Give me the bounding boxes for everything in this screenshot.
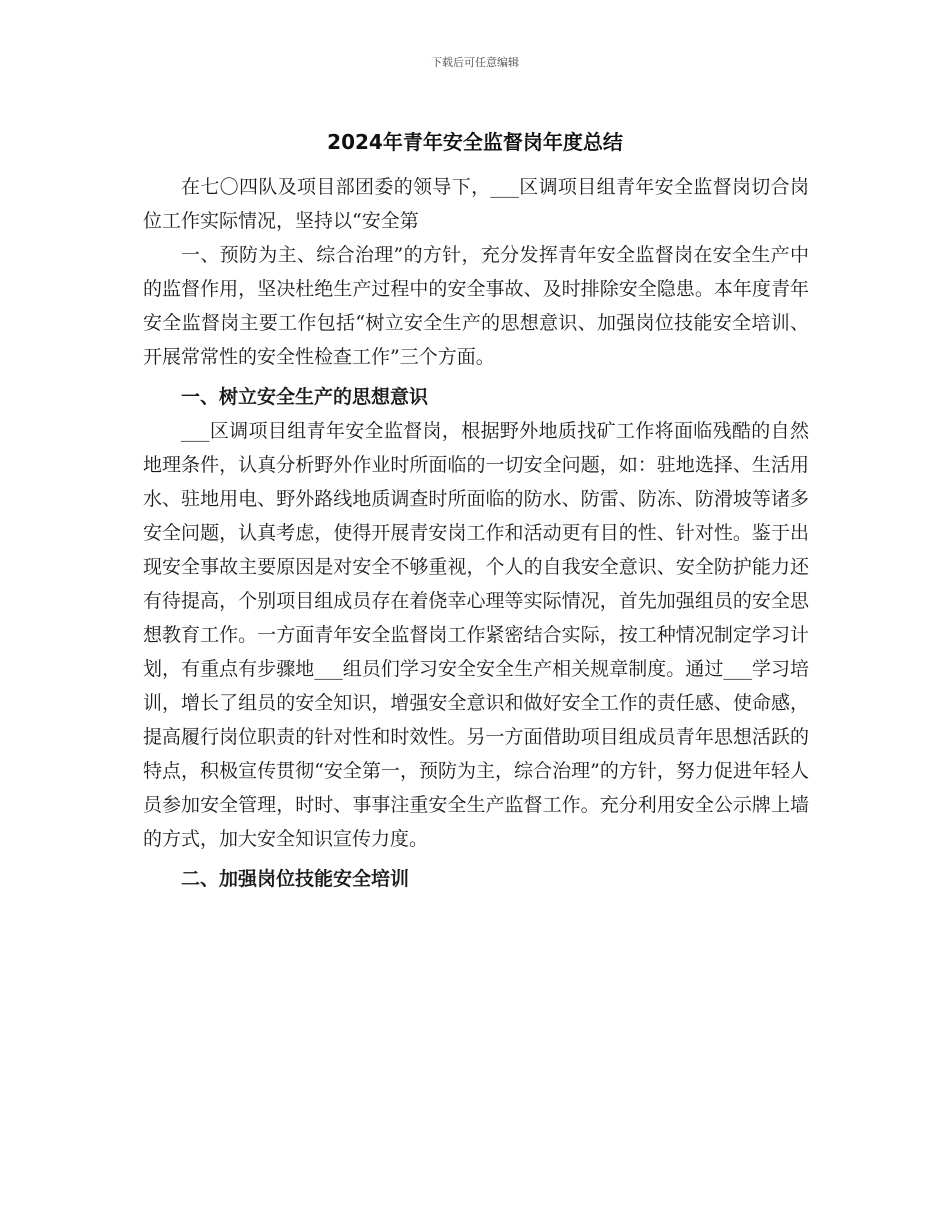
document-body xyxy=(143,170,809,896)
section-1-paragraph: ___区调项目组青年安全监督岗，根据野外地质找矿工作将面临残酷的自然地理条件，认真分析野外作业时所面临的一切安全问题，如：驻地选择、生活用水、驻地用电、野外路线地质调查时所面临的防水、防雷、防冻、防滑坡等诸多安全问题，认真考虑，使得开展青安岗工作和活动更有目的性、针对性。鉴于出现安全事故主要原因是对安全不够重视，个人的自我安全意识、安全防护能力还有待提高，个别项目组成员存在着侥幸心理等实际情况，首先加强组员的安全思想教育工作。一方面青年安全监督岗工作紧密结合实际，按工种情况制定学习计划，有重点有步骤地___组员们学习安全安全生产相关规章制度。通过___学习培训，增长了组员的安全知识，增强安全意识和做好安全工作的责任感、使命感，提高履行岗位职责的针对性和时效性。另一方面借助项目组成员青年思想活跃的特点，积极宣传贯彻“安全第一，预防为主，综合治理”的方针，努力促进年轻人员参加安全管理，时时、事事注重安全生产监督工作。充分利用安全公示牌上墙的方式，加大安全知识宣传力度。 xyxy=(143,420,809,850)
document-title: 2024年青年安全监督岗年度总结 xyxy=(327,130,623,154)
section-2-heading: 二、加强岗位技能安全培训 xyxy=(181,868,410,890)
intro-paragraph-1: 在七〇四队及项目部团委的领导下，___区调项目组青年安全监督岗切合岗位工作实际情况，坚持以“安全第 xyxy=(143,176,809,232)
section-1-heading: 一、树立安全生产的思想意识 xyxy=(181,386,429,408)
intro-paragraph-2: 一、预防为主、综合治理”的方针，充分发挥青年安全监督岗在安全生产中的监督作用，坚决杜绝生产过程中的安全事故、及时排除安全隐患。本年度青年安全监督岗主要工作包括“树立安全生产的思想意识、加强岗位技能安全培训、开展常常性的安全性检查工作”三个方面。 xyxy=(143,244,809,368)
header-note: 下载后可任意编辑 xyxy=(431,56,519,69)
